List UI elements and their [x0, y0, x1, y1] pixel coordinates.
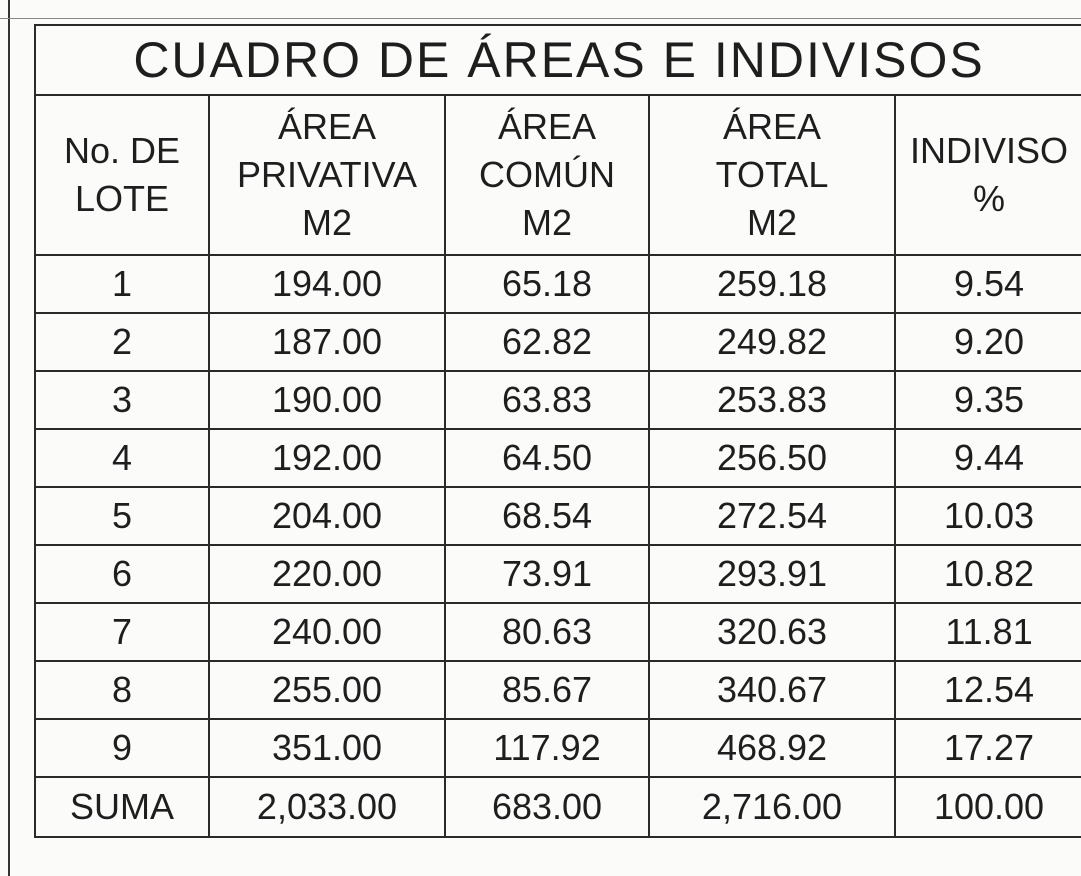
cell-area-total: 253.83	[649, 371, 895, 429]
table-row	[35, 719, 1081, 777]
cell-area-comun: 64.50	[445, 429, 649, 487]
table-row	[35, 661, 1081, 719]
cell-indiviso: 9.20	[895, 313, 1081, 371]
header-indiviso: INDIVISO %	[895, 95, 1081, 255]
table-row	[35, 603, 1081, 661]
cell-lote: 2	[35, 313, 209, 371]
cell-area-comun: 80.63	[445, 603, 649, 661]
cell-indiviso: 10.03	[895, 487, 1081, 545]
cell-area-privativa: 255.00	[209, 661, 445, 719]
cell-indiviso: 12.54	[895, 661, 1081, 719]
header-lote: No. DE LOTE	[35, 95, 209, 255]
cell-area-total: 272.54	[649, 487, 895, 545]
cell-area-total: 259.18	[649, 255, 895, 313]
cell-indiviso: 9.44	[895, 429, 1081, 487]
table-title: CUADRO DE ÁREAS E INDIVISOS	[35, 25, 1081, 95]
cell-area-total: 468.92	[649, 719, 895, 777]
cell-area-privativa: 204.00	[209, 487, 445, 545]
cell-indiviso: 10.82	[895, 545, 1081, 603]
cell-area-privativa: 192.00	[209, 429, 445, 487]
cell-lote: 4	[35, 429, 209, 487]
cell-area-total: 293.91	[649, 545, 895, 603]
page-border-line	[8, 0, 10, 876]
header-area-total: ÁREA TOTAL M2	[649, 95, 895, 255]
cell-indiviso: 17.27	[895, 719, 1081, 777]
cell-lote: 1	[35, 255, 209, 313]
cell-area-comun: 62.82	[445, 313, 649, 371]
cell-area-total: 256.50	[649, 429, 895, 487]
cell-total-area-comun: 683.00	[445, 777, 649, 837]
table-row	[35, 429, 1081, 487]
cell-area-privativa: 187.00	[209, 313, 445, 371]
cell-lote: 8	[35, 661, 209, 719]
cell-lote: 7	[35, 603, 209, 661]
header-area-privativa: ÁREA PRIVATIVA M2	[209, 95, 445, 255]
table-row	[35, 255, 1081, 313]
cell-lote: 3	[35, 371, 209, 429]
cell-indiviso: 11.81	[895, 603, 1081, 661]
areas-table	[34, 24, 1081, 838]
header-row	[35, 95, 1081, 255]
cell-area-privativa: 351.00	[209, 719, 445, 777]
page-top-line	[0, 18, 1081, 19]
header-area-comun: ÁREA COMÚN M2	[445, 95, 649, 255]
cell-area-privativa: 194.00	[209, 255, 445, 313]
cell-total-indiviso: 100.00	[895, 777, 1081, 837]
cell-area-total: 340.67	[649, 661, 895, 719]
cell-area-privativa: 240.00	[209, 603, 445, 661]
cell-total-label: SUMA	[35, 777, 209, 837]
cell-indiviso: 9.54	[895, 255, 1081, 313]
cell-lote: 6	[35, 545, 209, 603]
cell-area-comun: 63.83	[445, 371, 649, 429]
cell-area-comun: 85.67	[445, 661, 649, 719]
cell-lote: 5	[35, 487, 209, 545]
cell-area-comun: 73.91	[445, 545, 649, 603]
cell-indiviso: 9.35	[895, 371, 1081, 429]
cell-area-comun: 117.92	[445, 719, 649, 777]
table-row	[35, 545, 1081, 603]
cell-area-privativa: 190.00	[209, 371, 445, 429]
total-row	[35, 777, 1081, 837]
table-row	[35, 371, 1081, 429]
cell-lote: 9	[35, 719, 209, 777]
cell-area-total: 249.82	[649, 313, 895, 371]
cell-total-area-total: 2,716.00	[649, 777, 895, 837]
cell-area-comun: 65.18	[445, 255, 649, 313]
cell-area-total: 320.63	[649, 603, 895, 661]
table-row	[35, 487, 1081, 545]
cell-area-comun: 68.54	[445, 487, 649, 545]
table-row	[35, 313, 1081, 371]
cell-total-area-privativa: 2,033.00	[209, 777, 445, 837]
cell-area-privativa: 220.00	[209, 545, 445, 603]
